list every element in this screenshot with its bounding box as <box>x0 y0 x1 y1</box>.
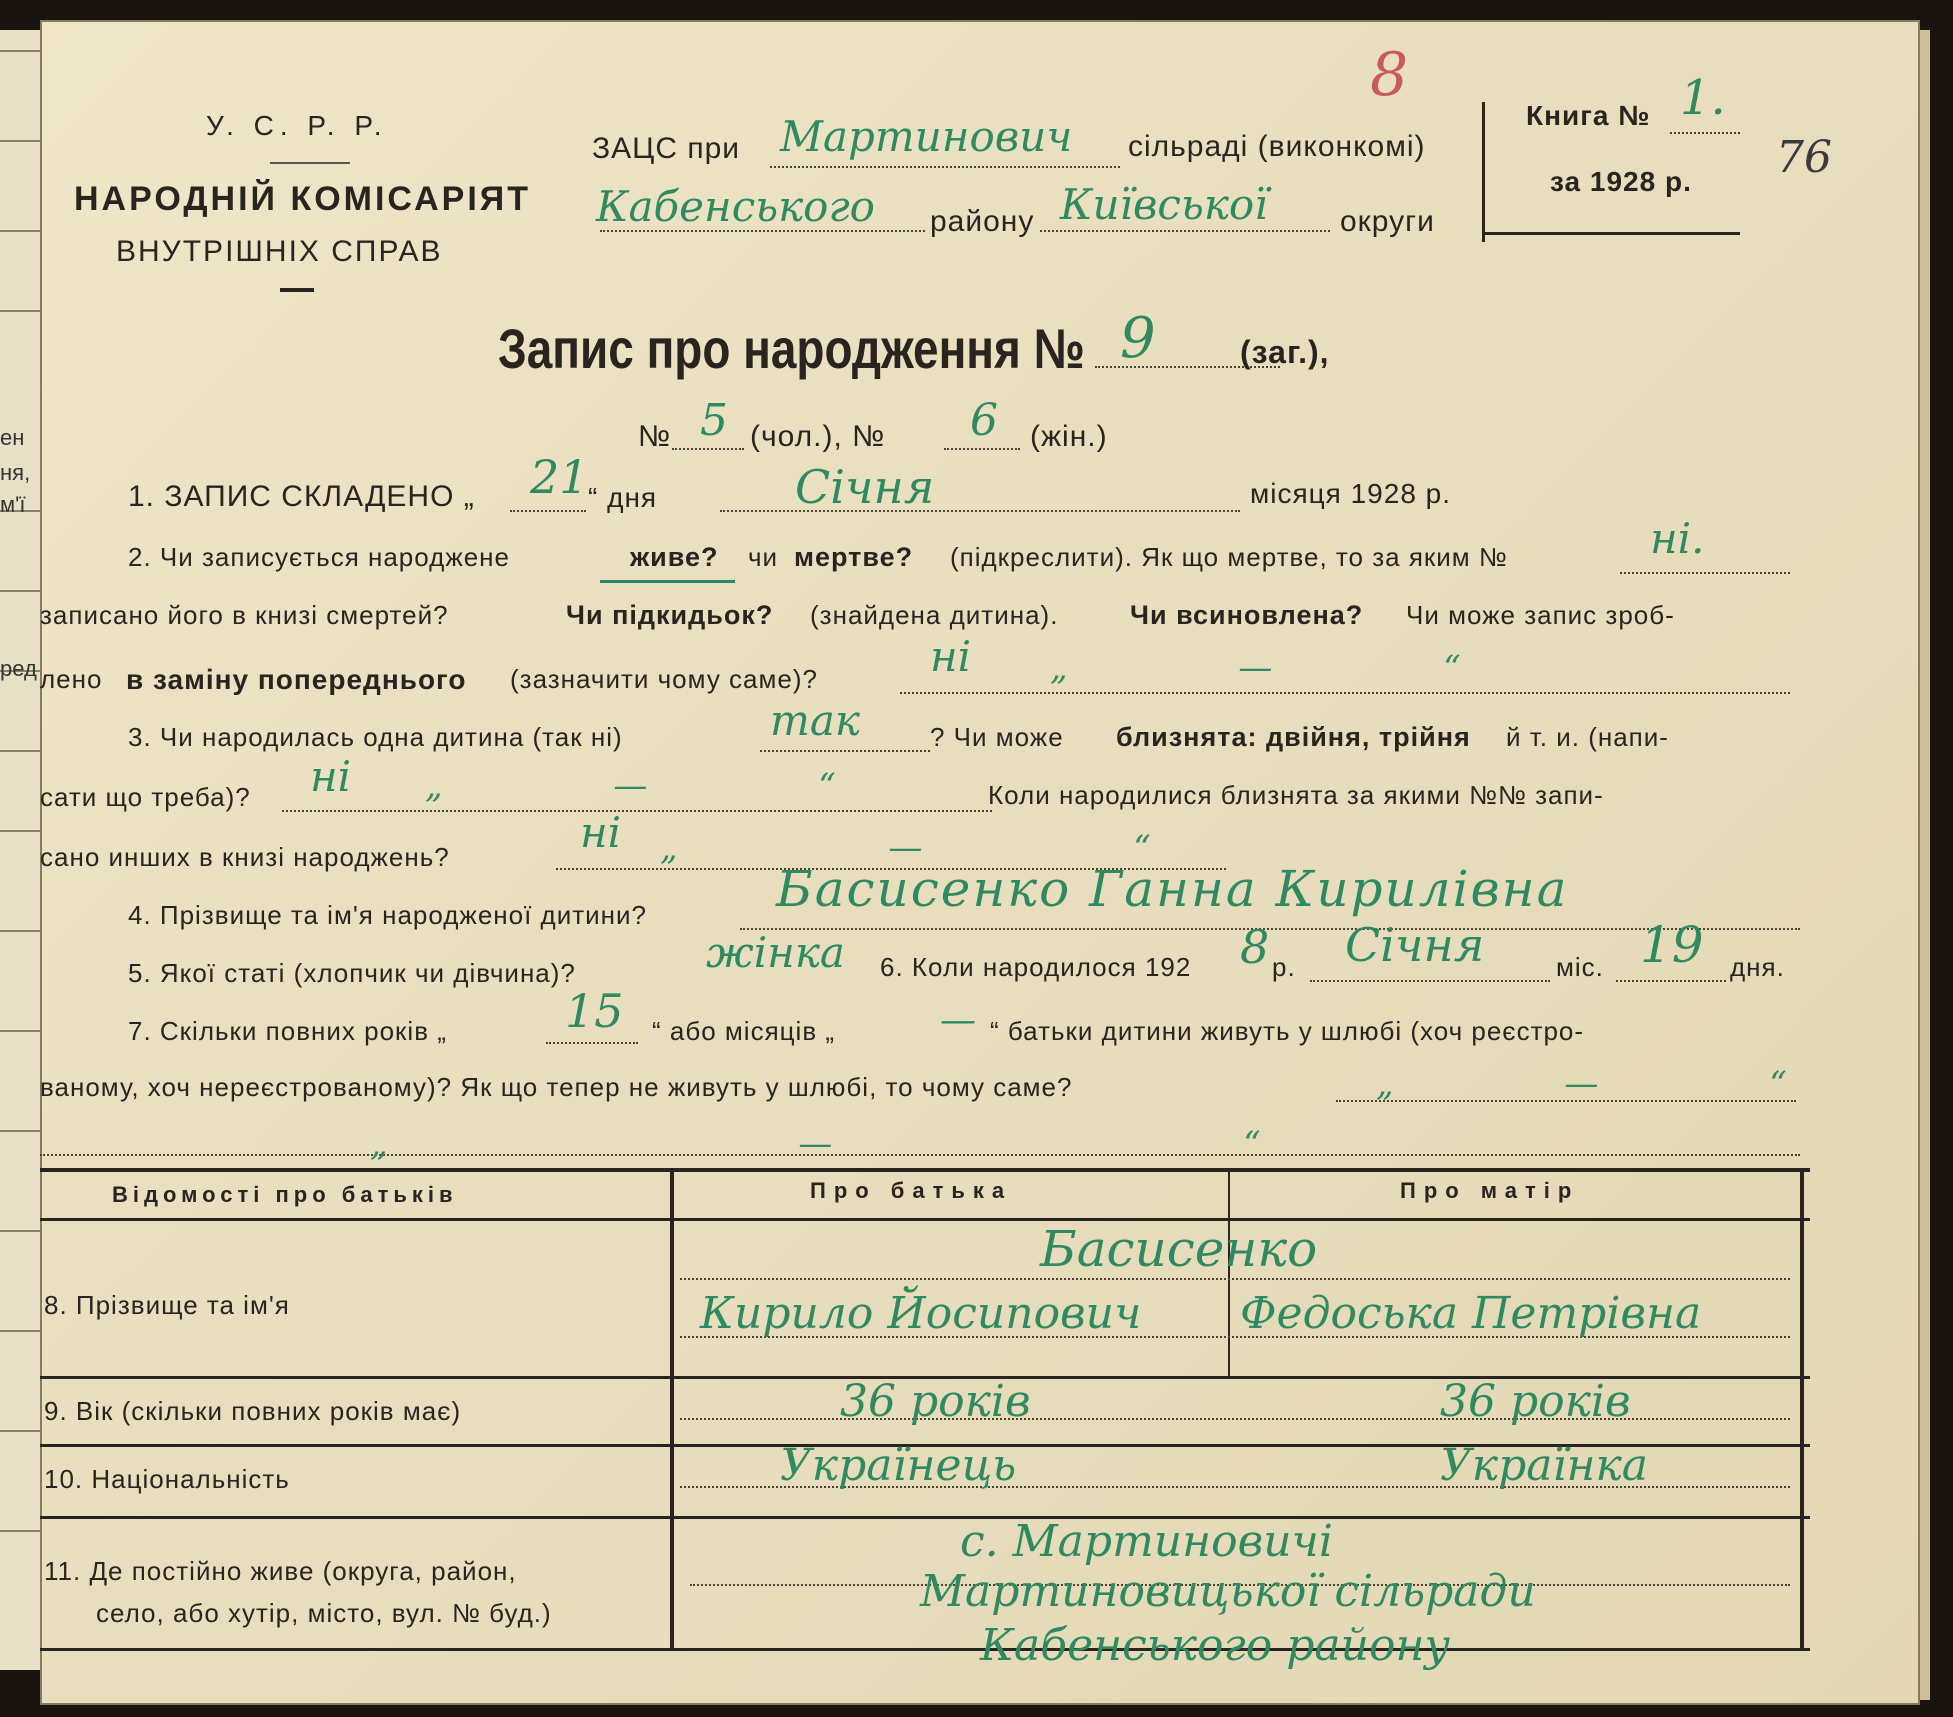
q7-months: — <box>940 1000 976 1041</box>
left-page-fragment: ня, <box>0 460 31 485</box>
record-number-suffix: (заг.), <box>1240 334 1330 370</box>
row11-label-line1: 11. Де постійно живе (округа, район, <box>44 1556 517 1586</box>
fill-line <box>1040 230 1330 232</box>
divider <box>270 162 350 164</box>
q3-twins: близнята: двійня, трійня <box>1116 722 1471 752</box>
row8-father-name: Кирило Йосипович <box>700 1288 1142 1339</box>
row10-mother-nationality: Українка <box>1440 1440 1649 1491</box>
left-page-fragment: ред <box>0 656 37 681</box>
q2-answer-number: ні. <box>1650 514 1705 563</box>
q3-text: ? Чи може <box>930 722 1064 752</box>
ministry-line1: НАРОДНІЙ КОМІСАРІЯТ <box>74 180 531 218</box>
q6-text: р. <box>1272 952 1296 982</box>
q2-text: записано його в книзі смертей? <box>40 600 449 630</box>
ministry-line2: ВНУТРІШНІХ СПРАВ <box>116 235 443 268</box>
male-number: 5 <box>700 395 728 446</box>
year-label: за 1928 р. <box>1550 166 1692 197</box>
fill-line <box>944 448 1020 450</box>
q2-text: (знайдена дитина). <box>810 600 1059 630</box>
q7-label: 7. Скільки повних років „ <box>128 1016 447 1046</box>
page-note: 76 <box>1776 132 1832 183</box>
row8-label: 8. Прізвище та ім'я <box>44 1290 290 1320</box>
no-sign: № <box>638 420 672 453</box>
col-header-mother: Про матір <box>1400 1178 1580 1203</box>
row9-father-age: 36 років <box>840 1376 1031 1427</box>
q6-label: 6. Коли народилося 192 <box>880 952 1192 982</box>
q2-text: лено <box>40 664 103 694</box>
fill-line <box>770 166 1120 168</box>
ditto-marks: „ — “ <box>1050 648 1541 688</box>
q1-day: 21 <box>530 450 589 504</box>
q3-answer-twins: ні <box>310 752 352 801</box>
q5-sex: жінка <box>706 928 845 977</box>
q2-answer-replace: ні <box>930 632 972 681</box>
q6-text: дня. <box>1730 952 1785 982</box>
q5-label: 5. Якої статі (хлопчик чи дівчина)? <box>128 958 576 988</box>
q2-text: Чи може запис зроб- <box>1406 600 1675 630</box>
left-page-fragment: м'ї <box>0 492 26 517</box>
okrug-handwritten: Київської <box>1060 180 1268 229</box>
zags-village-handwritten: Мартинович <box>780 112 1073 161</box>
fill-line <box>680 1278 1790 1280</box>
book-box-border <box>1482 232 1740 235</box>
zags-suffix: сільраді (виконкомі) <box>1128 130 1426 163</box>
q7-text: ваному, хоч нереєстрованому)? Як що тепер не живуть у шлюбі, то чому саме? <box>40 1072 1073 1102</box>
book-box-border <box>1482 102 1485 242</box>
q2-dead: мертве? <box>794 542 914 572</box>
q1-label: 1. ЗАПИС СКЛАДЕНО „ <box>128 480 475 513</box>
q6-text: міс. <box>1556 952 1604 982</box>
table-border <box>670 1168 674 1650</box>
q2-text: (підкреслити). Як що мертве, то за яким № <box>950 542 1508 572</box>
table-border <box>40 1648 1810 1651</box>
fill-line <box>282 810 992 812</box>
ditto-marks: „ — “ <box>1376 1064 1867 1104</box>
col-header-father: Про батька <box>810 1178 1013 1203</box>
q4-label: 4. Прізвище та ім'я народженої дитини? <box>128 900 648 930</box>
q2-adopted: Чи всиновлена? <box>1130 600 1364 630</box>
ditto-marks: „ — “ <box>425 766 916 806</box>
birth-record-sheet <box>40 20 1920 1705</box>
table-border <box>40 1168 1810 1172</box>
district-handwritten: Кабенського <box>596 182 875 231</box>
fill-line <box>510 510 586 512</box>
q2-text: (зазначити чому саме)? <box>510 664 818 694</box>
col-header-details: Відомості про батьків <box>112 1182 458 1207</box>
district-label: району <box>930 205 1035 238</box>
underline-live <box>600 580 735 583</box>
q7-text: “ або місяців „ <box>652 1016 836 1046</box>
row11-residence-line2: Мартиновицької сільради <box>920 1566 1536 1617</box>
record-number: 9 <box>1120 306 1156 371</box>
q2-live: живе? <box>630 542 719 572</box>
row9-label: 9. Вік (скільки повних років має) <box>44 1396 462 1426</box>
zags-prefix: ЗАЦС при <box>592 132 741 165</box>
q2-text: чи <box>748 542 779 572</box>
q6-month: Січня <box>1345 918 1485 972</box>
q7-text: “ батьки дитини живуть у шлюбі (хоч реєстро- <box>990 1016 1585 1046</box>
q2-foundling: Чи підкидьок? <box>566 600 774 630</box>
fill-line <box>760 750 930 752</box>
okrug-label: округи <box>1340 205 1435 238</box>
row10-label: 10. Національність <box>44 1464 290 1494</box>
q6-year-digit: 8 <box>1240 920 1270 974</box>
female-number: 6 <box>970 395 998 446</box>
left-page-fragment: ен <box>0 425 25 450</box>
q3-answer-others: ні <box>580 808 622 857</box>
divider <box>280 288 314 292</box>
q3-text: Коли народилися близнята за якими №№ запи- <box>988 780 1604 810</box>
q6-day: 19 <box>1640 916 1704 974</box>
margin-mark: 8 <box>1370 40 1409 110</box>
q2-replace: в заміну попереднього <box>126 664 467 695</box>
row8-surname: Басисенко <box>1040 1220 1318 1278</box>
adjacent-page-edge <box>0 30 45 1670</box>
female-label: (жін.) <box>1030 420 1108 453</box>
fill-line <box>1670 132 1740 134</box>
q3-text: сано инших в книзі народжень? <box>40 842 450 872</box>
fill-line <box>900 692 1790 694</box>
q1-month: Січня <box>795 460 935 514</box>
row11-label-line2: село, або хутір, місто, вул. № буд.) <box>96 1598 552 1628</box>
fill-line <box>672 448 744 450</box>
q1-mid: “ дня <box>588 482 658 513</box>
row8-mother-name: Федоська Петрівна <box>1240 1288 1702 1339</box>
fill-line <box>546 1042 638 1044</box>
book-number: 1. <box>1680 70 1726 126</box>
fill-line <box>1310 980 1550 982</box>
fill-line <box>1616 980 1726 982</box>
book-label: Книга № <box>1526 100 1651 131</box>
q3-text: й т. и. (напи- <box>1506 722 1669 752</box>
ditto-marks: „ — “ <box>370 1124 1461 1164</box>
q4-child-name: Басисенко Ганна Кирилівна <box>776 860 1569 918</box>
q7-years: 15 <box>565 984 624 1038</box>
row10-father-nationality: Українець <box>780 1440 1017 1491</box>
table-border <box>40 1218 1810 1221</box>
q1-suffix: місяця 1928 р. <box>1250 478 1452 509</box>
q2-text: 2. Чи записується народжене <box>128 542 510 572</box>
q3-text: 3. Чи народилась одна дитина (так ні) <box>128 722 623 752</box>
fill-line <box>1620 572 1790 574</box>
ditto-marks: „ — “ <box>660 828 1251 868</box>
row9-mother-age: 36 років <box>1440 1376 1631 1427</box>
table-border <box>1800 1168 1804 1650</box>
male-label: (чол.), № <box>750 420 886 453</box>
q3-answer-one: так <box>770 696 860 745</box>
record-title: Запис про народження № <box>498 317 1085 380</box>
q3-text: сати що треба)? <box>40 782 251 812</box>
table-border <box>40 1516 1810 1519</box>
country-label: У. С. Р. Р. <box>206 110 388 141</box>
row11-residence-line1: с. Мартиновичі <box>960 1516 1333 1567</box>
row11-residence-line3: Кабенського району <box>980 1620 1450 1671</box>
